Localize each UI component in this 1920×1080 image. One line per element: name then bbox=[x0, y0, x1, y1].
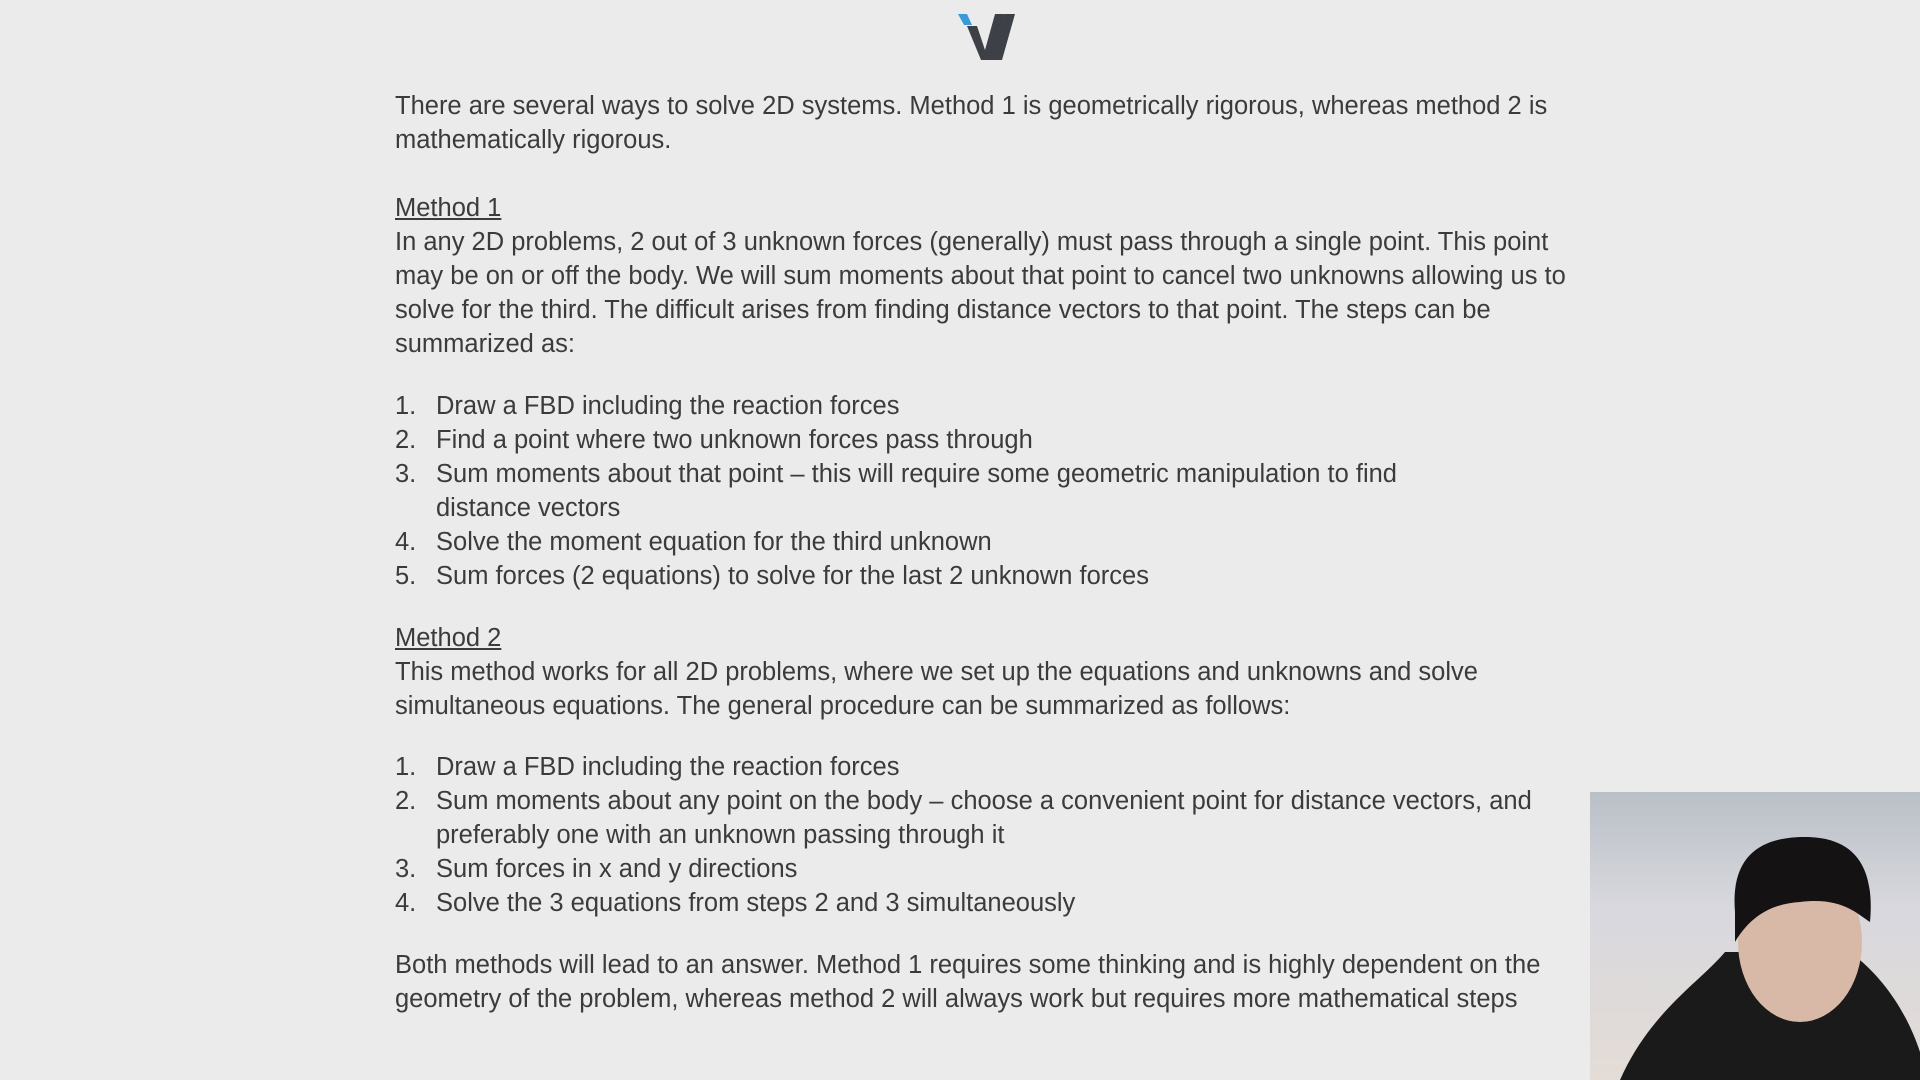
step-text: Solve the moment equation for the third unknown bbox=[436, 528, 992, 556]
step-text: Solve the 3 equations from steps 2 and 3 simultaneously bbox=[436, 889, 1076, 917]
list-item bbox=[395, 750, 1585, 784]
webcam-overlay bbox=[1590, 792, 1920, 1080]
step-number: 2. bbox=[395, 426, 417, 454]
list-item bbox=[395, 559, 1585, 593]
step-number: 5. bbox=[395, 562, 417, 590]
presenter-video-image bbox=[1590, 792, 1920, 1080]
step-text: Sum moments about any point on the body – choose a convenient point for distance vectors, and preferably one with an unknown passing through it bbox=[436, 787, 1532, 849]
step-number: 4. bbox=[395, 528, 417, 556]
list-item bbox=[395, 525, 1585, 559]
method1-section bbox=[395, 191, 1585, 361]
list-item bbox=[395, 852, 1585, 886]
step-number: 3. bbox=[395, 460, 417, 488]
list-item bbox=[395, 886, 1585, 920]
step-number: 1. bbox=[395, 753, 417, 781]
list-item bbox=[395, 389, 1585, 423]
step-text: Sum moments about that point – this will require some geometric manipulation to find distance vectors bbox=[436, 460, 1397, 522]
step-number: 1. bbox=[395, 392, 417, 420]
step-number: 3. bbox=[395, 855, 417, 883]
method2-steps bbox=[395, 750, 1585, 920]
step-text: Sum forces in x and y directions bbox=[436, 855, 798, 883]
conclusion-paragraph bbox=[395, 948, 1585, 1016]
step-number: 2. bbox=[395, 787, 417, 815]
step-text: Find a point where two unknown forces pass through bbox=[436, 426, 1033, 454]
step-text: Draw a FBD including the reaction forces bbox=[436, 392, 900, 420]
step-text: Draw a FBD including the reaction forces bbox=[436, 753, 900, 781]
method2-body: This method works for all 2D problems, where we set up the equations and unknowns and solve simultaneous equations. The general procedure can be summarized as follows: bbox=[395, 658, 1478, 720]
method2-heading: Method 2 bbox=[395, 624, 502, 652]
method1-steps bbox=[395, 389, 1585, 593]
method1-body: In any 2D problems, 2 out of 3 unknown forces (generally) must pass through a single point. This point may be on or off the body. We will sum moments about that point to cancel two unknowns allowing us to solve for the third. The difficult arises from finding distance vectors to that point. The steps can be summarized as: bbox=[395, 228, 1566, 358]
intro-paragraph bbox=[395, 89, 1585, 157]
list-item bbox=[395, 423, 1585, 457]
intro-text: There are several ways to solve 2D systems. Method 1 is geometrically rigorous, whereas method 2 is mathematically rigorous. bbox=[395, 92, 1548, 154]
method1-heading: Method 1 bbox=[395, 194, 502, 222]
conclusion-text: Both methods will lead to an answer. Method 1 requires some thinking and is highly dependent on the geometry of the problem, whereas method 2 will always work but requires more mathematical steps bbox=[395, 951, 1541, 1013]
step-number: 4. bbox=[395, 889, 417, 917]
list-item bbox=[395, 784, 1585, 852]
method2-section bbox=[395, 621, 1585, 723]
brand-logo bbox=[955, 12, 1027, 62]
step-text: Sum forces (2 equations) to solve for the last 2 unknown forces bbox=[436, 562, 1149, 590]
list-item bbox=[395, 457, 1585, 525]
